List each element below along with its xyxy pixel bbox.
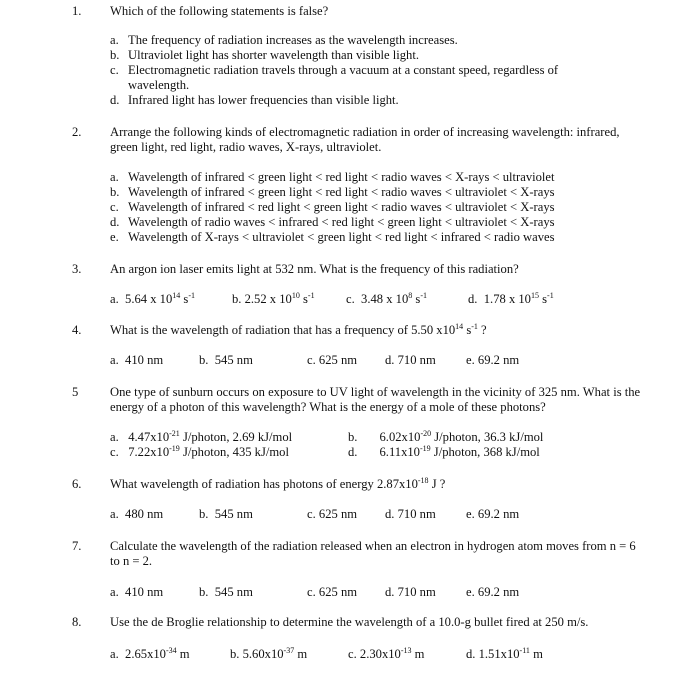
question-stem: Use the de Broglie relationship to determine the wavelength of a 10.0-g bullet fired at 250 m/s. <box>110 615 589 629</box>
option-letter: a. <box>110 430 119 444</box>
options-list <box>110 33 590 108</box>
option-a <box>110 170 670 185</box>
option-unit-exponent: -1 <box>188 291 196 300</box>
option-unit: s <box>412 292 421 306</box>
option-a <box>110 292 195 307</box>
question-number: 6. <box>72 477 82 491</box>
option-letter: b. <box>348 430 358 444</box>
option-text: 69.2 nm <box>477 507 520 521</box>
option-unit: s <box>299 292 308 306</box>
option-letter: e. <box>110 230 119 244</box>
option-exponent: 10 <box>291 291 300 300</box>
option-base: 2.65x10 <box>125 647 166 661</box>
option-b <box>110 48 590 63</box>
question-number: 4. <box>72 323 82 337</box>
option-rest: J/photon, 2.69 kJ/mol <box>179 430 293 444</box>
option-text: 410 nm <box>125 353 164 367</box>
option-e <box>110 230 670 245</box>
option-base: 5.64 x 10 <box>125 292 173 306</box>
stem-suffix: J ? <box>428 477 446 491</box>
question-number: 1. <box>72 4 82 18</box>
option-b <box>199 585 253 600</box>
option-a <box>110 33 590 48</box>
option-letter: d. <box>468 292 478 306</box>
option-text: Wavelength of infrared < green light < red light < radio waves < X-rays < ultraviolet <box>128 170 555 184</box>
option-rest: J/photon, 435 kJ/mol <box>179 445 289 459</box>
question-stem: Calculate the wavelength of the radiation released when an electron in hydrogen atom moves from n = 6 to n = 2. <box>110 539 636 568</box>
option-text: Wavelength of radio waves < infrared < red light < green light < ultraviolet < X-rays <box>128 215 555 229</box>
option-c <box>307 353 357 368</box>
option-c <box>110 63 590 93</box>
option-rest: m <box>411 647 425 661</box>
option-rest: m <box>529 647 543 661</box>
option-exponent: -37 <box>283 646 295 655</box>
option-letter: d. <box>110 215 120 229</box>
option-base: 2.30x10 <box>359 647 401 661</box>
stem-exponent: -18 <box>417 476 429 485</box>
option-base: 3.48 x 10 <box>361 292 409 306</box>
option-a <box>110 430 292 445</box>
option-text: 545 nm <box>214 585 253 599</box>
option-text: 710 nm <box>397 353 436 367</box>
option-letter: b. <box>232 292 242 306</box>
option-rest: J/photon, 36.3 kJ/mol <box>431 430 544 444</box>
option-text: Electromagnetic radiation travels through a vacuum at a constant speed, regardless of wavelength. <box>128 63 559 92</box>
option-exponent: 14 <box>172 291 181 300</box>
option-text: 625 nm <box>318 585 358 599</box>
option-a <box>110 507 163 522</box>
option-b <box>110 185 670 200</box>
option-base: 1.51x10 <box>478 647 520 661</box>
option-letter: c. <box>307 585 316 599</box>
option-d <box>110 93 590 108</box>
option-base: 2.52 x 10 <box>244 292 292 306</box>
option-e <box>466 507 519 522</box>
option-letter: d. <box>385 585 395 599</box>
option-text: 545 nm <box>214 507 253 521</box>
question-number: 7. <box>72 539 82 553</box>
option-letter: b. <box>199 585 209 599</box>
option-letter: d. <box>385 353 395 367</box>
option-exponent: -19 <box>419 444 431 453</box>
question-stem: An argon ion laser emits light at 532 nm. What is the frequency of this radiation? <box>110 262 519 276</box>
question-number: 5 <box>72 385 79 399</box>
option-c <box>348 647 424 662</box>
stem-text: What is the wavelength of radiation that has a frequency of 5.50 x10 <box>110 323 456 337</box>
option-rest: m <box>176 647 190 661</box>
option-letter: e. <box>466 353 475 367</box>
option-a <box>110 585 163 600</box>
option-text: Wavelength of infrared < green light < red light < radio waves < ultraviolet < X-rays <box>128 185 555 199</box>
option-exponent: -20 <box>420 429 432 438</box>
option-letter: b. <box>110 185 120 199</box>
option-letter: e. <box>466 507 475 521</box>
option-letter: c. <box>110 445 119 459</box>
option-text: 480 nm <box>125 507 164 521</box>
option-rest: J/photon, 368 kJ/mol <box>430 445 540 459</box>
option-unit-exponent: -1 <box>420 291 428 300</box>
option-b <box>230 647 307 662</box>
option-letter: a. <box>110 292 119 306</box>
option-d <box>348 445 540 460</box>
question-stem: Arrange the following kinds of electromagnetic radiation in order of increasing wavelength: infrared, green light, red light, radio waves, X-rays, ultraviolet. <box>110 125 620 154</box>
option-c <box>346 292 427 307</box>
option-letter: a. <box>110 170 119 184</box>
option-text: 69.2 nm <box>477 585 520 599</box>
option-letter: a. <box>110 353 119 367</box>
option-text: Infrared light has lower frequencies than visible light. <box>128 93 399 107</box>
option-text: 710 nm <box>397 585 436 599</box>
option-e <box>466 353 519 368</box>
question-stem <box>110 323 640 338</box>
stem-unit-exponent: -1 <box>471 322 478 331</box>
option-d <box>110 215 670 230</box>
option-unit: s <box>180 292 189 306</box>
option-unit-exponent: -1 <box>547 291 554 300</box>
option-text: 410 nm <box>125 585 164 599</box>
option-text: 710 nm <box>397 507 436 521</box>
option-letter: d. <box>348 445 358 459</box>
option-exponent: -19 <box>169 444 180 453</box>
option-text: Ultraviolet light has shorter wavelength than visible light. <box>128 48 419 62</box>
option-exponent: -21 <box>169 429 180 438</box>
option-letter: b. <box>110 48 120 62</box>
option-c <box>307 507 357 522</box>
option-d <box>385 353 436 368</box>
option-text: 545 nm <box>214 353 253 367</box>
option-a <box>110 353 163 368</box>
option-e <box>466 585 519 600</box>
option-text: Wavelength of infrared < red light < green light < radio waves < ultraviolet < X-rays <box>128 200 555 214</box>
question-number: 2. <box>72 125 82 139</box>
option-c <box>307 585 357 600</box>
option-base: 6.11x10 <box>379 445 420 459</box>
option-letter: b. <box>199 353 209 367</box>
option-letter: d. <box>466 647 476 661</box>
stem-text: What wavelength of radiation has photons of energy 2.87x10 <box>110 477 418 491</box>
question-number: 8. <box>72 615 82 629</box>
option-d <box>385 507 436 522</box>
option-exponent: -11 <box>519 646 530 655</box>
option-unit-exponent: -1 <box>307 291 315 300</box>
option-base: 7.22x10 <box>128 445 170 459</box>
option-letter: c. <box>348 647 357 661</box>
option-text: 625 nm <box>318 353 358 367</box>
option-base: 4.47x10 <box>128 430 170 444</box>
option-letter: a. <box>110 647 119 661</box>
option-letter: c. <box>110 200 119 214</box>
option-base: 1.78 x 10 <box>483 292 531 306</box>
option-letter: d. <box>385 507 395 521</box>
option-exponent: -34 <box>165 646 177 655</box>
question-stem: Which of the following statements is false? <box>110 4 329 18</box>
option-letter: a. <box>110 507 119 521</box>
option-b <box>348 430 543 445</box>
option-c <box>110 445 289 460</box>
option-letter: a. <box>110 33 119 47</box>
question-stem <box>110 477 640 492</box>
option-text: The frequency of radiation increases as the wavelength increases. <box>128 33 458 47</box>
option-exponent: -13 <box>400 646 412 655</box>
option-letter: c. <box>307 507 316 521</box>
option-letter: b. <box>230 647 240 661</box>
option-letter: c. <box>110 63 119 77</box>
option-base: 6.02x10 <box>379 430 421 444</box>
option-letter: c. <box>307 353 316 367</box>
option-unit: s <box>538 292 548 306</box>
option-rest: m <box>294 647 308 661</box>
option-exponent: 15 <box>530 291 539 300</box>
option-text: 625 nm <box>318 507 358 521</box>
option-text: 69.2 nm <box>477 353 520 367</box>
stem-suffix: ? <box>477 323 487 337</box>
stem-unit: s <box>463 323 472 337</box>
option-letter: d. <box>110 93 120 107</box>
option-d <box>466 647 543 662</box>
option-letter: b. <box>199 507 209 521</box>
option-letter: a. <box>110 585 119 599</box>
option-b <box>199 353 253 368</box>
option-d <box>468 292 554 307</box>
option-exponent: 8 <box>408 291 413 300</box>
option-b <box>199 507 253 522</box>
option-letter: c. <box>346 292 355 306</box>
option-letter: e. <box>466 585 475 599</box>
stem-exponent: 14 <box>455 322 464 331</box>
option-c <box>110 200 670 215</box>
option-base: 5.60x10 <box>242 647 284 661</box>
option-a <box>110 647 190 662</box>
option-text: Wavelength of X-rays < ultraviolet < green light < red light < infrared < radio waves <box>128 230 555 244</box>
options-list <box>110 170 670 245</box>
question-stem: One type of sunburn occurs on exposure to UV light of wavelength in the vicinity of 325 nm. What is the energy of a photon of this wavelength? What is the energy of a mole of these photons? <box>110 385 641 414</box>
question-number: 3. <box>72 262 82 276</box>
option-b <box>232 292 315 307</box>
option-d <box>385 585 436 600</box>
